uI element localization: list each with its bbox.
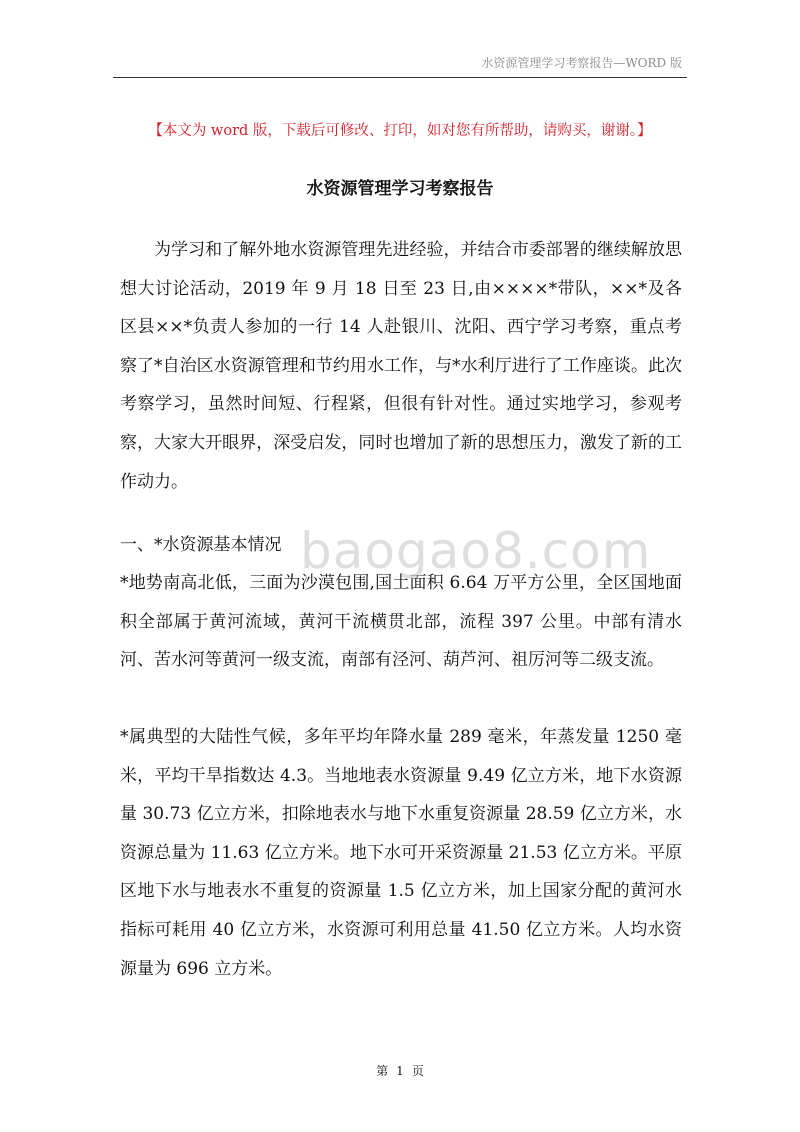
footer-prefix: 第 — [376, 1064, 389, 1078]
purchase-notice: 【本文为 word 版，下载后可修改、打印，如对您有所帮助，请购买，谢谢。】 — [148, 123, 652, 139]
intro-paragraph: 为学习和了解外地水资源管理先进经验，并结合市委部署的继续解放思想大讨论活动，2019 年 9 月 18 日至 23 日,由××××*带队，××*及各区县××*负责人参加的一行 14 人赴银川、沈阳、西宁学习考察，重点考察了*自治区水资源管理和节约用水工作，与*水利厅进行了工作座谈。此次考察学习，虽然时间短、行程紧，但很有针对性。通过实地学习，参观考察，大家大开眼界，深受启发，同时也增加了新的思想压力，激发了新的工作动力。 — [120, 240, 682, 492]
header-title: 水资源管理学习考察报告—WORD 版 — [481, 56, 682, 70]
document-title: 水资源管理学习考察报告 — [306, 179, 494, 199]
footer-suffix: 页 — [411, 1064, 424, 1078]
section-heading: 一、*水资源基本情况 — [120, 535, 282, 555]
watermark: baogao8.com — [300, 522, 652, 580]
climate-paragraph: *属典型的大陆性气候，多年平均年降水量 289 毫米，年蒸发量 1250 毫米，平均干旱指数达 4.3。当地地表水资源量 9.49 亿立方米，地下水资源量 30.73 亿立方米，扣除地表水与地下水重复资源量 28.59 亿立方米，水资源总量为 11.63 亿立方米。地下水可开采资源量 21.53 亿立方米。平原区地下水与地表水不重复的资源量 1.5 亿立方米，加上国家分配的黄河水指标可耗用 40 亿立方米，水资源可利用总量 41.50 亿立方米。人均水资源量为 696 立方米。 — [120, 727, 682, 979]
terrain-paragraph: *地势南高北低，三面为沙漠包围,国土面积 6.64 万平方公里，全区国地面积全部属于黄河流域，黄河干流横贯北部，流程 397 公里。中部有清水河、苦水河等黄河一级支流，南部有泾河、葫芦河、祖厉河等二级支流。 — [120, 573, 682, 671]
page-number: 1 — [396, 1064, 404, 1078]
header-divider — [113, 77, 687, 78]
page-footer — [0, 1062, 800, 1079]
